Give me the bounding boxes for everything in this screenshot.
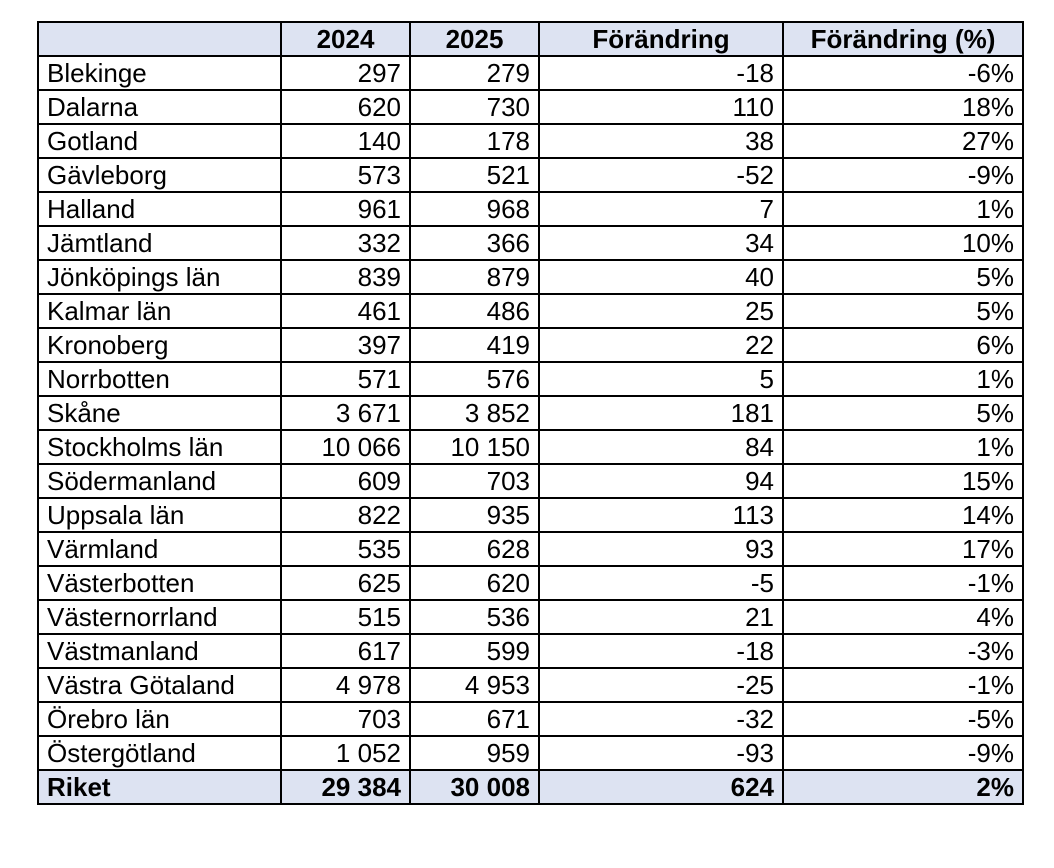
value-2025: 879 [410, 260, 539, 294]
table-row [38, 56, 1023, 90]
value-2025: 671 [410, 702, 539, 736]
header-row [38, 22, 1023, 56]
value-change-pct: 4% [783, 600, 1023, 634]
value-2025: 730 [410, 90, 539, 124]
value-change-pct: 1% [783, 362, 1023, 396]
value-change-pct: -3% [783, 634, 1023, 668]
value-change: 94 [539, 464, 783, 498]
value-change-pct: 1% [783, 430, 1023, 464]
value-2024: 140 [281, 124, 410, 158]
county-name: Västerbotten [38, 566, 281, 600]
table-header [38, 22, 1023, 56]
value-change: -93 [539, 736, 783, 770]
table-row [38, 668, 1023, 702]
county-name: Jönköpings län [38, 260, 281, 294]
value-2024: 617 [281, 634, 410, 668]
value-change: -18 [539, 634, 783, 668]
county-name: Västra Götaland [38, 668, 281, 702]
value-2025: 968 [410, 192, 539, 226]
county-name: Kronoberg [38, 328, 281, 362]
value-2024: 397 [281, 328, 410, 362]
total-change: 624 [539, 770, 783, 804]
value-change-pct: -9% [783, 736, 1023, 770]
value-2024: 609 [281, 464, 410, 498]
table-row [38, 328, 1023, 362]
value-2024: 625 [281, 566, 410, 600]
header-change-pct: Förändring (%) [783, 22, 1023, 56]
county-name: Östergötland [38, 736, 281, 770]
value-change: 34 [539, 226, 783, 260]
value-2024: 461 [281, 294, 410, 328]
value-change-pct: -5% [783, 702, 1023, 736]
table-row [38, 158, 1023, 192]
value-2024: 839 [281, 260, 410, 294]
table-container [37, 21, 1024, 805]
value-change: 7 [539, 192, 783, 226]
value-2025: 959 [410, 736, 539, 770]
value-2024: 3 671 [281, 396, 410, 430]
county-name: Halland [38, 192, 281, 226]
header-change: Förändring [539, 22, 783, 56]
value-change-pct: -1% [783, 668, 1023, 702]
value-2024: 1 052 [281, 736, 410, 770]
table-row [38, 532, 1023, 566]
value-2025: 3 852 [410, 396, 539, 430]
county-name: Norrbotten [38, 362, 281, 396]
total-change-pct: 2% [783, 770, 1023, 804]
value-change: 181 [539, 396, 783, 430]
value-change: -32 [539, 702, 783, 736]
header-2024: 2024 [281, 22, 410, 56]
value-change-pct: 10% [783, 226, 1023, 260]
value-change: 22 [539, 328, 783, 362]
table-row [38, 124, 1023, 158]
table-row [38, 600, 1023, 634]
total-row [38, 770, 1023, 804]
county-name: Värmland [38, 532, 281, 566]
header-2025: 2025 [410, 22, 539, 56]
value-change-pct: -1% [783, 566, 1023, 600]
value-change-pct: 15% [783, 464, 1023, 498]
county-name: Västernorrland [38, 600, 281, 634]
table-row [38, 566, 1023, 600]
value-change-pct: 1% [783, 192, 1023, 226]
value-2024: 703 [281, 702, 410, 736]
county-name: Södermanland [38, 464, 281, 498]
table-row [38, 192, 1023, 226]
header-blank-cell [38, 22, 281, 56]
value-2025: 703 [410, 464, 539, 498]
table-row [38, 736, 1023, 770]
value-2024: 535 [281, 532, 410, 566]
value-2025: 521 [410, 158, 539, 192]
value-change-pct: -9% [783, 158, 1023, 192]
value-2025: 279 [410, 56, 539, 90]
value-change: 40 [539, 260, 783, 294]
table-body [38, 56, 1023, 770]
table-row [38, 464, 1023, 498]
value-change: 110 [539, 90, 783, 124]
value-change: -52 [539, 158, 783, 192]
county-name: Uppsala län [38, 498, 281, 532]
table-row [38, 634, 1023, 668]
county-name: Kalmar län [38, 294, 281, 328]
value-2024: 4 978 [281, 668, 410, 702]
value-change-pct: -6% [783, 56, 1023, 90]
value-2025: 628 [410, 532, 539, 566]
value-2024: 515 [281, 600, 410, 634]
table-row [38, 294, 1023, 328]
county-change-table [37, 21, 1024, 805]
value-change: 113 [539, 498, 783, 532]
value-change: 38 [539, 124, 783, 158]
value-change: 25 [539, 294, 783, 328]
value-change-pct: 5% [783, 396, 1023, 430]
value-2025: 10 150 [410, 430, 539, 464]
county-name: Stockholms län [38, 430, 281, 464]
county-name: Jämtland [38, 226, 281, 260]
value-2024: 822 [281, 498, 410, 532]
county-name: Gotland [38, 124, 281, 158]
value-change-pct: 5% [783, 294, 1023, 328]
value-2024: 573 [281, 158, 410, 192]
county-name: Gävleborg [38, 158, 281, 192]
value-change: 93 [539, 532, 783, 566]
value-2024: 961 [281, 192, 410, 226]
value-2024: 297 [281, 56, 410, 90]
county-name: Dalarna [38, 90, 281, 124]
county-name: Örebro län [38, 702, 281, 736]
table-row [38, 260, 1023, 294]
total-2024: 29 384 [281, 770, 410, 804]
value-change: 21 [539, 600, 783, 634]
value-change-pct: 14% [783, 498, 1023, 532]
table-row [38, 498, 1023, 532]
value-2025: 4 953 [410, 668, 539, 702]
value-2025: 419 [410, 328, 539, 362]
value-2025: 486 [410, 294, 539, 328]
value-change-pct: 5% [783, 260, 1023, 294]
value-change: -5 [539, 566, 783, 600]
value-change-pct: 18% [783, 90, 1023, 124]
value-2024: 332 [281, 226, 410, 260]
county-name: Skåne [38, 396, 281, 430]
table-footer [38, 770, 1023, 804]
value-change: 5 [539, 362, 783, 396]
value-2024: 571 [281, 362, 410, 396]
total-name: Riket [38, 770, 281, 804]
value-2025: 599 [410, 634, 539, 668]
value-2024: 10 066 [281, 430, 410, 464]
value-change-pct: 6% [783, 328, 1023, 362]
total-2025: 30 008 [410, 770, 539, 804]
table-row [38, 396, 1023, 430]
value-2025: 366 [410, 226, 539, 260]
county-name: Västmanland [38, 634, 281, 668]
value-change: -25 [539, 668, 783, 702]
value-2025: 576 [410, 362, 539, 396]
table-row [38, 702, 1023, 736]
table-row [38, 90, 1023, 124]
value-change-pct: 27% [783, 124, 1023, 158]
table-row [38, 362, 1023, 396]
value-2025: 178 [410, 124, 539, 158]
value-change-pct: 17% [783, 532, 1023, 566]
county-name: Blekinge [38, 56, 281, 90]
value-2025: 620 [410, 566, 539, 600]
table-row [38, 226, 1023, 260]
value-2025: 536 [410, 600, 539, 634]
table-row [38, 430, 1023, 464]
value-change: 84 [539, 430, 783, 464]
value-2025: 935 [410, 498, 539, 532]
value-2024: 620 [281, 90, 410, 124]
value-change: -18 [539, 56, 783, 90]
